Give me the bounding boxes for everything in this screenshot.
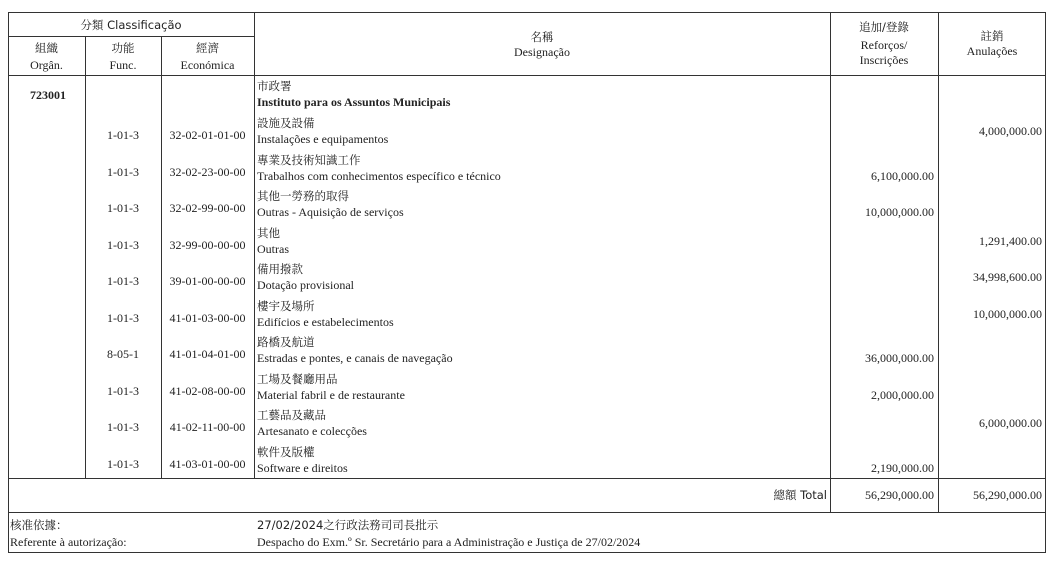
row-econ: 41-03-01-00-00 <box>169 456 246 471</box>
table-row <box>0 405 1053 441</box>
row-desig-zh: 樓宇及場所 <box>257 298 315 313</box>
header-anul-pt: Anulações <box>966 44 1018 58</box>
row-desig-pt: Software e direitos <box>257 460 348 475</box>
row-desig-zh: 設施及設備 <box>257 116 315 130</box>
header-sub-divider <box>8 36 254 37</box>
row-reforcos: 10,000,000.00 <box>865 205 934 219</box>
table-row <box>0 150 1053 186</box>
row-desig-pt: Estradas e pontes, e canais de navegação <box>257 351 453 365</box>
row-func: 1-01-3 <box>107 237 139 252</box>
row-func: 1-01-3 <box>107 383 139 398</box>
header-econ-pt: Económica <box>180 58 235 72</box>
table-row <box>0 296 1053 332</box>
row-desig-pt: Outras - Aquisição de serviços <box>257 205 404 219</box>
total-label <box>600 488 827 502</box>
row-desig-zh: 備用撥款 <box>257 262 303 276</box>
row-econ: 41-02-11-00-00 <box>169 420 246 434</box>
table-row <box>0 369 1053 405</box>
table-row <box>0 113 1053 149</box>
header-reforcos-pt1: Reforços/ <box>860 38 908 52</box>
row-econ: 32-02-99-00-00 <box>169 201 246 215</box>
total-bottom-rule <box>8 512 1046 513</box>
row-desig-pt: Trabalhos com conhecimentos específico e técnico <box>257 168 501 183</box>
row-desig-zh: 工藝品及藏品 <box>257 408 326 422</box>
row-econ: 32-02-01-01-00 <box>169 128 246 142</box>
row-func: 1-01-3 <box>107 128 139 142</box>
header-func-zh: 功能 <box>111 41 135 55</box>
row-anulacoes: 1,291,400.00 <box>979 233 1042 248</box>
header-func-pt: Func. <box>109 58 137 72</box>
row-func: 1-01-3 <box>107 164 139 179</box>
row-anulacoes: 34,998,600.00 <box>973 270 1042 284</box>
table-row <box>0 442 1053 478</box>
header-reforcos-zh: 追加/登錄 <box>859 20 909 34</box>
row-desig-pt: Dotação provisional <box>257 278 354 292</box>
header-anul-zh: 註銷 <box>980 29 1004 43</box>
total-label-text: 總額 Total <box>773 488 827 502</box>
footer-ref-pt: Referente à autorização: <box>10 535 127 549</box>
header-classificacao: 分類 Classificação <box>80 18 182 32</box>
row-desig-pt: Edifícios e estabelecimentos <box>257 314 394 329</box>
row-econ: 32-99-00-00-00 <box>169 237 246 252</box>
footer-desp-pt: Despacho do Exm.º Sr. Secretário para a Administração e Justiça de 27/02/2024 <box>257 535 641 549</box>
entity-name-zh: 市政署 <box>257 79 292 93</box>
row-reforcos: 36,000,000.00 <box>865 351 934 365</box>
row-reforcos: 6,100,000.00 <box>871 168 934 183</box>
footer-desp-zh: 27/02/2024之行政法務司司長批示 <box>257 518 439 532</box>
row-desig-pt: Outras <box>257 241 289 256</box>
row-desig-zh: 其他 <box>257 225 280 240</box>
row-desig-pt: Material fabril e de restaurante <box>257 387 405 402</box>
row-func: 1-01-3 <box>107 310 139 325</box>
row-desig-zh: 軟件及版權 <box>257 444 315 459</box>
row-econ: 32-02-23-00-00 <box>169 164 246 179</box>
row-anulacoes: 6,000,000.00 <box>979 416 1042 430</box>
row-econ: 41-02-08-00-00 <box>169 383 246 398</box>
row-anulacoes: 4,000,000.00 <box>979 124 1042 138</box>
header-organ-zh: 組織 <box>35 41 58 55</box>
table-row <box>0 259 1053 295</box>
row-desig-zh: 專業及技術知識工作 <box>257 152 361 167</box>
row-func: 1-01-3 <box>107 456 139 471</box>
entity-code: 723001 <box>30 88 66 102</box>
total-anulacoes: 56,290,000.00 <box>973 488 1042 502</box>
row-anulacoes: 10,000,000.00 <box>973 306 1042 321</box>
row-func: 1-01-3 <box>107 420 139 434</box>
row-reforcos: 2,190,000.00 <box>871 460 934 475</box>
header-bottom-rule <box>8 75 1046 76</box>
body-bottom-rule <box>8 478 1046 479</box>
total-reforcos: 56,290,000.00 <box>865 488 934 502</box>
row-desig-pt: Artesanato e colecções <box>257 424 367 438</box>
header-econ-zh: 經濟 <box>196 41 219 55</box>
row-desig-pt: Instalações e equipamentos <box>257 132 389 146</box>
row-desig-zh: 路橋及航道 <box>257 335 315 349</box>
row-func: 8-05-1 <box>107 347 139 361</box>
table-row <box>0 223 1053 259</box>
row-func: 1-01-3 <box>107 201 139 215</box>
footer-ref-zh: 核准依據： <box>10 518 68 532</box>
row-desig-zh: 其他一勞務的取得 <box>257 189 349 203</box>
table-row <box>0 332 1053 368</box>
header-organ-pt: Orgân. <box>30 58 63 72</box>
row-econ: 41-01-04-01-00 <box>169 347 246 361</box>
row-econ: 41-01-03-00-00 <box>169 310 246 325</box>
row-reforcos: 2,000,000.00 <box>871 387 934 402</box>
row-desig-zh: 工場及餐廳用品 <box>257 371 338 386</box>
header-desig-pt: Designação <box>514 45 570 59</box>
header-reforcos-pt2: Inscrições <box>859 53 909 67</box>
entity-name-pt: Instituto para os Assuntos Municipais <box>257 95 451 109</box>
row-func: 1-01-3 <box>107 274 139 288</box>
row-econ: 39-01-00-00-00 <box>169 274 246 288</box>
table-row <box>0 186 1053 222</box>
header-desig-zh: 名稱 <box>530 30 554 44</box>
